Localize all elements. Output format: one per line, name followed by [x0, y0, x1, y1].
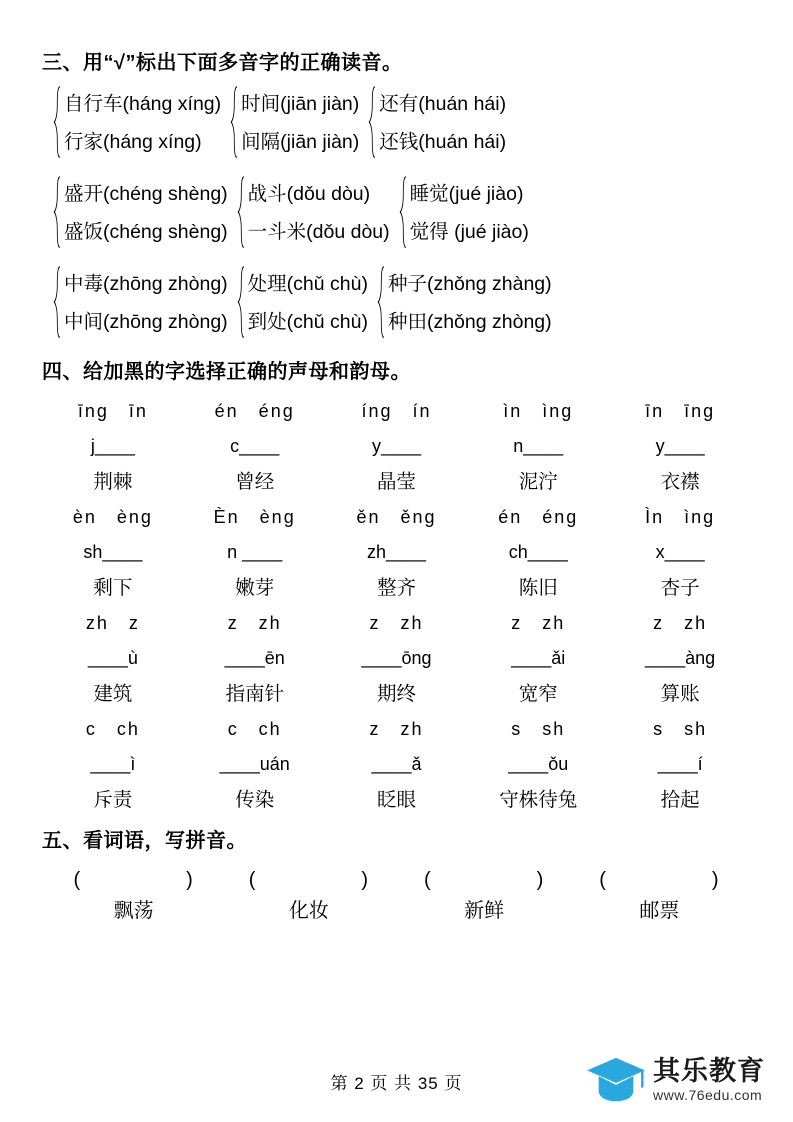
pinyin-blank[interactable]: ____ì: [90, 754, 136, 774]
polyphone-line: 到处(chǔ chù): [247, 311, 368, 333]
pinyin-blank[interactable]: ____ǎi: [511, 648, 566, 668]
pinyin-option[interactable]: īn īng: [645, 401, 716, 421]
pinyin-word-row: [42, 782, 751, 818]
pinyin-options-row: [42, 500, 751, 534]
section-four-title: 四、给加黑的字选择正确的声母和韵母。: [42, 361, 411, 383]
pinyin-word: 杏子: [660, 577, 700, 599]
pinyin-blank[interactable]: ____ōng: [361, 648, 432, 668]
pinyin-word: 守株待兔: [499, 789, 578, 811]
pinyin-option[interactable]: īng īn: [77, 401, 148, 421]
brace-icon: [53, 264, 61, 340]
pinyin-blank[interactable]: ____ǒu: [508, 754, 569, 774]
pinyin-group: [42, 712, 751, 818]
polyphone-line: 盛开(chéng shèng): [64, 183, 228, 205]
pinyin-blank[interactable]: n ____: [227, 542, 283, 562]
pinyin-blank[interactable]: sh____: [83, 542, 143, 562]
pinyin-option[interactable]: z zh: [653, 613, 708, 633]
section-five-word-row: [42, 894, 751, 923]
pinyin-word: 整齐: [376, 577, 416, 599]
pinyin-blank[interactable]: ____àng: [645, 648, 716, 668]
pinyin-option[interactable]: s sh: [653, 719, 708, 739]
pinyin-blank[interactable]: x____: [655, 542, 705, 562]
pinyin-option[interactable]: z zh: [227, 613, 282, 633]
pinyin-option[interactable]: Ìn ìng: [645, 507, 716, 527]
polyphone-line: 间隔(jiān jiàn): [241, 131, 360, 153]
pinyin-word: 指南针: [225, 683, 284, 705]
pinyin-word: 曾经: [235, 471, 275, 493]
polyphone-group: [365, 85, 506, 161]
answer-paren[interactable]: ( ): [248, 869, 370, 891]
answer-paren[interactable]: ( ): [599, 869, 720, 891]
pinyin-option[interactable]: Èn èng: [213, 507, 296, 527]
pinyin-group: [42, 606, 751, 712]
polyphone-row: [42, 175, 751, 251]
pinyin-blank[interactable]: ch____: [508, 542, 568, 562]
polyphone-row: [42, 265, 751, 341]
section-four: [42, 355, 751, 818]
polyphone-block: [42, 85, 751, 341]
pinyin-word: 斥责: [93, 789, 133, 811]
polyphone-line: 盛饭(chéng shèng): [64, 221, 228, 243]
pinyin-option[interactable]: zh z: [85, 613, 140, 633]
pinyin-blank[interactable]: n____: [513, 436, 564, 456]
polyphone-group: [50, 85, 221, 161]
brace-icon: [53, 84, 61, 160]
pinyin-blank[interactable]: zh____: [366, 542, 427, 562]
pinyin-group: [42, 500, 751, 606]
pinyin-word: 晶莹: [376, 471, 416, 493]
pinyin-option[interactable]: èn èng: [72, 507, 153, 527]
pinyin-blank[interactable]: j____: [90, 436, 135, 456]
polyphone-group: [50, 265, 228, 341]
polyphone-line: 种田(zhǒng zhòng): [387, 311, 552, 333]
polyphone-group: [396, 175, 529, 251]
pinyin-blank-row: [42, 428, 751, 464]
pinyin-blank[interactable]: ____í: [657, 754, 703, 774]
answer-paren-row: [42, 863, 751, 892]
pinyin-blank[interactable]: c____: [230, 436, 280, 456]
polyphone-line: 中毒(zhōng zhòng): [64, 273, 228, 295]
pinyin-option[interactable]: z zh: [369, 719, 424, 739]
polyphone-line: 处理(chǔ chù): [247, 273, 368, 295]
pinyin-option[interactable]: c ch: [227, 719, 282, 739]
pinyin-blank[interactable]: y____: [371, 436, 422, 456]
polyphone-line: 中间(zhōng zhòng): [64, 311, 228, 333]
polyphone-line: 自行车(háng xíng): [64, 93, 222, 115]
polyphone-group: [374, 265, 552, 341]
pinyin-word: 拾起: [660, 789, 700, 811]
pinyin-blank-row: [42, 534, 751, 570]
pinyin-word: 传染: [235, 789, 275, 811]
polyphone-line: 睡觉(jué jiào): [409, 183, 524, 205]
polyphone-group: [227, 85, 359, 161]
pinyin-options-row: [42, 394, 751, 428]
pinyin-word-row: [42, 570, 751, 606]
pinyin-word: 嫩芽: [235, 577, 275, 599]
pinyin-blank[interactable]: ____ù: [87, 648, 138, 668]
polyphone-line: 时间(jiān jiàn): [241, 93, 360, 115]
pinyin-option[interactable]: z zh: [511, 613, 566, 633]
pinyin-word: 泥泞: [518, 471, 558, 493]
brace-icon: [368, 84, 376, 160]
pinyin-blank[interactable]: ____ǎ: [371, 754, 422, 774]
pinyin-blank[interactable]: y____: [655, 436, 705, 456]
site-logo: [585, 1054, 765, 1106]
brace-icon: [399, 174, 407, 250]
answer-paren[interactable]: ( ): [73, 869, 194, 891]
logo-text-block: [653, 1057, 765, 1103]
brace-icon: [53, 174, 61, 250]
section-three: [42, 46, 751, 341]
polyphone-group: [234, 175, 390, 251]
graduation-cap-icon: [585, 1054, 647, 1106]
pinyin-option[interactable]: én éng: [498, 507, 579, 527]
polyphone-group: [234, 265, 368, 341]
pinyin-option[interactable]: c ch: [85, 719, 140, 739]
section-five-word: 邮票: [639, 900, 680, 922]
section-five-word: 飘荡: [113, 900, 154, 922]
pinyin-option[interactable]: íng ín: [361, 401, 432, 421]
pinyin-group: [42, 394, 751, 500]
pinyin-word: 剩下: [93, 577, 133, 599]
section-five-title: 五、看词语，写拼音。: [42, 830, 247, 852]
polyphone-group: [50, 175, 228, 251]
logo-title: 其乐教育: [653, 1055, 765, 1086]
pinyin-word: 算账: [660, 683, 700, 705]
pinyin-word-row: [42, 676, 751, 712]
brace-icon: [237, 174, 245, 250]
pinyin-blank[interactable]: ____ēn: [224, 648, 285, 668]
section-five-word: 新鲜: [464, 900, 505, 922]
pinyin-word: 荆棘: [93, 471, 133, 493]
section-five: [42, 824, 751, 923]
section-five-word: 化妆: [288, 900, 329, 922]
pinyin-word: 建筑: [93, 683, 133, 705]
answer-paren[interactable]: ( ): [423, 869, 545, 891]
polyphone-line: 一斗米(dǒu dòu): [247, 221, 390, 243]
polyphone-row: [42, 85, 751, 161]
polyphone-line: 觉得 (jué jiào): [409, 221, 529, 243]
pinyin-word-row: [42, 464, 751, 500]
pinyin-blank[interactable]: ____uán: [219, 754, 290, 774]
pinyin-word: 陈旧: [518, 577, 558, 599]
polyphone-line: 还有(huán hái): [379, 93, 507, 115]
polyphone-line: 种子(zhǒng zhàng): [387, 273, 552, 295]
logo-url: www.76edu.com: [653, 1087, 763, 1104]
pinyin-options-row: [42, 712, 751, 746]
pinyin-blank-row: [42, 746, 751, 782]
polyphone-line: 还钱(huán hái): [379, 131, 507, 153]
pinyin-word: 眨眼: [376, 789, 416, 811]
pinyin-word: 期终: [376, 683, 416, 705]
brace-icon: [237, 264, 245, 340]
pinyin-option[interactable]: ìn ìng: [503, 401, 574, 421]
pinyin-option[interactable]: ěn ěng: [356, 507, 437, 527]
pinyin-option[interactable]: s sh: [511, 719, 566, 739]
page-footer: 第 2 页 共 35 页: [330, 1074, 463, 1093]
pinyin-option[interactable]: z zh: [369, 613, 424, 633]
pinyin-options-row: [42, 606, 751, 640]
polyphone-line: 行家(háng xíng): [64, 131, 202, 153]
brace-icon: [377, 264, 385, 340]
pinyin-option[interactable]: én éng: [214, 401, 295, 421]
polyphone-line: 战斗(dǒu dòu): [247, 183, 371, 205]
pinyin-word: 宽窄: [518, 683, 558, 705]
pinyin-word: 衣襟: [660, 471, 700, 493]
brace-icon: [230, 84, 238, 160]
pinyin-blank-row: [42, 640, 751, 676]
section-three-title: 三、用“√”标出下面多音字的正确读音。: [42, 52, 403, 74]
